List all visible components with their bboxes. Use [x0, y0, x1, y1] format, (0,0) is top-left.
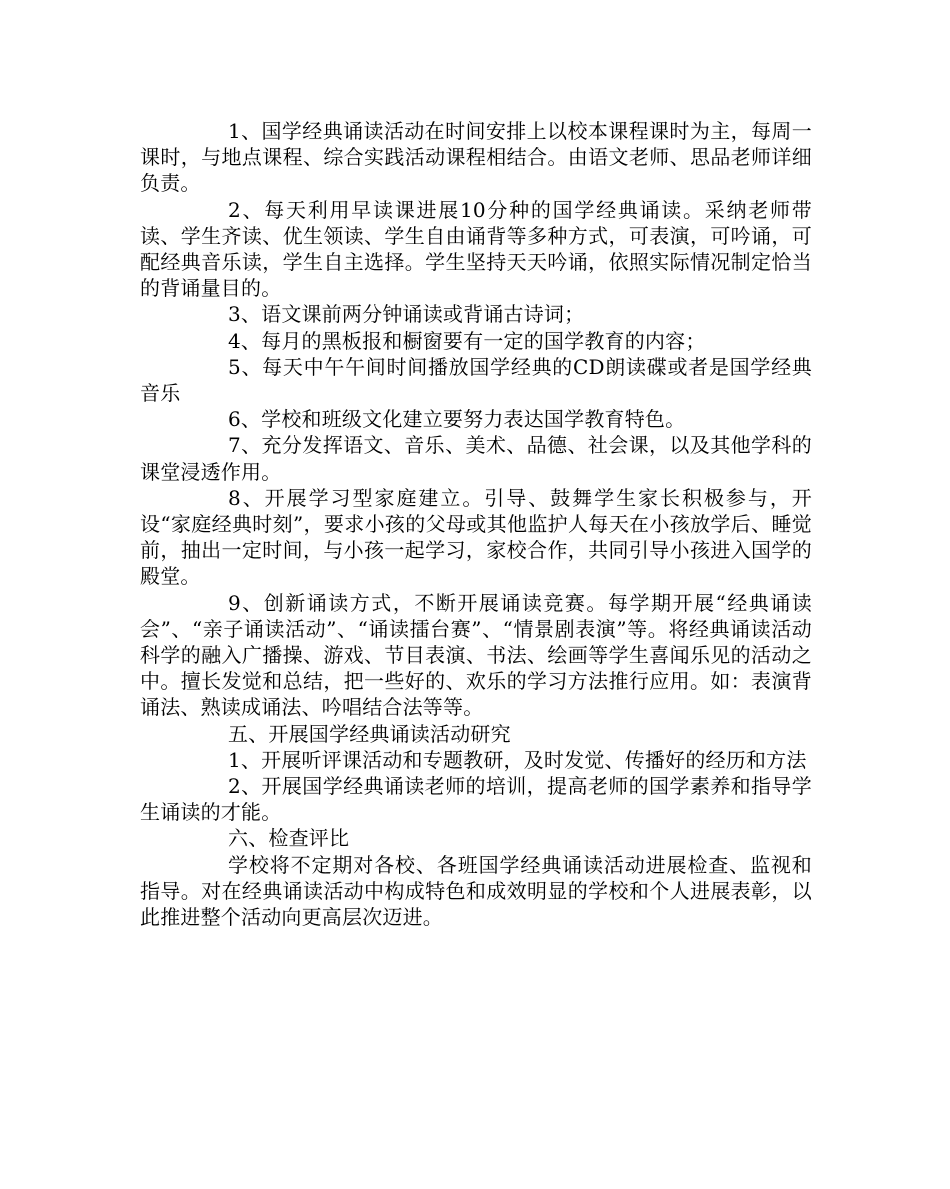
section-heading-5: 五、开展国学经典诵读活动研究	[228, 721, 511, 746]
paragraph-4: 4、每月的黑板报和橱窗要有一定的国学教育的内容；	[228, 328, 706, 353]
paragraph-10: 1、开展听评课活动和专题教研，及时发觉、传播好的经历和方法	[228, 747, 807, 772]
paragraph-9: 9、创新诵读方式，不断开展诵读竞赛。每学期开展“经典诵读会”、“亲子诵读活动”、“诵读擂台赛”、“情景剧表演”等。将经典诵读活动科学的融入广播操、游戏、节目表演、书法、绘画等学生喜闻乐见的活动之中。擅长发觉和总结，把一些好的、欢乐的学习方法推行应用。如：表演背诵法、熟读成诵法、吟唱结合法等等。	[140, 590, 812, 720]
paragraph-3: 3、语文课前两分钟诵读或背诵古诗词；	[228, 302, 585, 327]
paragraph-1: 1、国学经典诵读活动在时间安排上以校本课程课时为主，每周一课时，与地点课程、综合实践活动课程相结合。由语文老师、思品老师详细负责。	[140, 119, 812, 196]
paragraph-5: 5、每天中午午间时间播放国学经典的CD朗读碟或者是国学经典音乐	[140, 354, 812, 406]
paragraph-7: 7、充分发挥语文、音乐、美术、品德、社会课，以及其他学科的课堂浸透作用。	[140, 433, 812, 484]
section-heading-6: 六、检查评比	[228, 826, 350, 851]
paragraph-2: 2、每天利用早读课进展10分种的国学经典诵读。采纳老师带读、学生齐读、优生领读、学生自由诵背等多种方式，可表演，可吟诵，可配经典音乐读，学生自主选择。学生坚持天天吟诵，依照实际情况制定恰当的背诵量目的。	[140, 197, 812, 301]
paragraph-12: 学校将不定期对各校、各班国学经典诵读活动进展检查、监视和指导。对在经典诵读活动中构成特色和成效明显的学校和个人进展表彰，以此推进整个活动向更高层次迈进。	[140, 852, 812, 930]
paragraph-6: 6、学校和班级文化建立要努力表达国学教育特色。	[228, 407, 686, 432]
paragraph-8: 8、开展学习型家庭建立。引导、鼓舞学生家长积极参与，开设“家庭经典时刻”，要求小孩的父母或其他监护人每天在小孩放学后、睡觉前，抽出一定时间，与小孩一起学习，家校合作，共同引导小孩进入国学的殿堂。	[140, 485, 812, 589]
paragraph-11: 2、开展国学经典诵读老师的培训，提高老师的国学素养和指导学生诵读的才能。	[140, 774, 812, 825]
document-body	[140, 118, 812, 930]
